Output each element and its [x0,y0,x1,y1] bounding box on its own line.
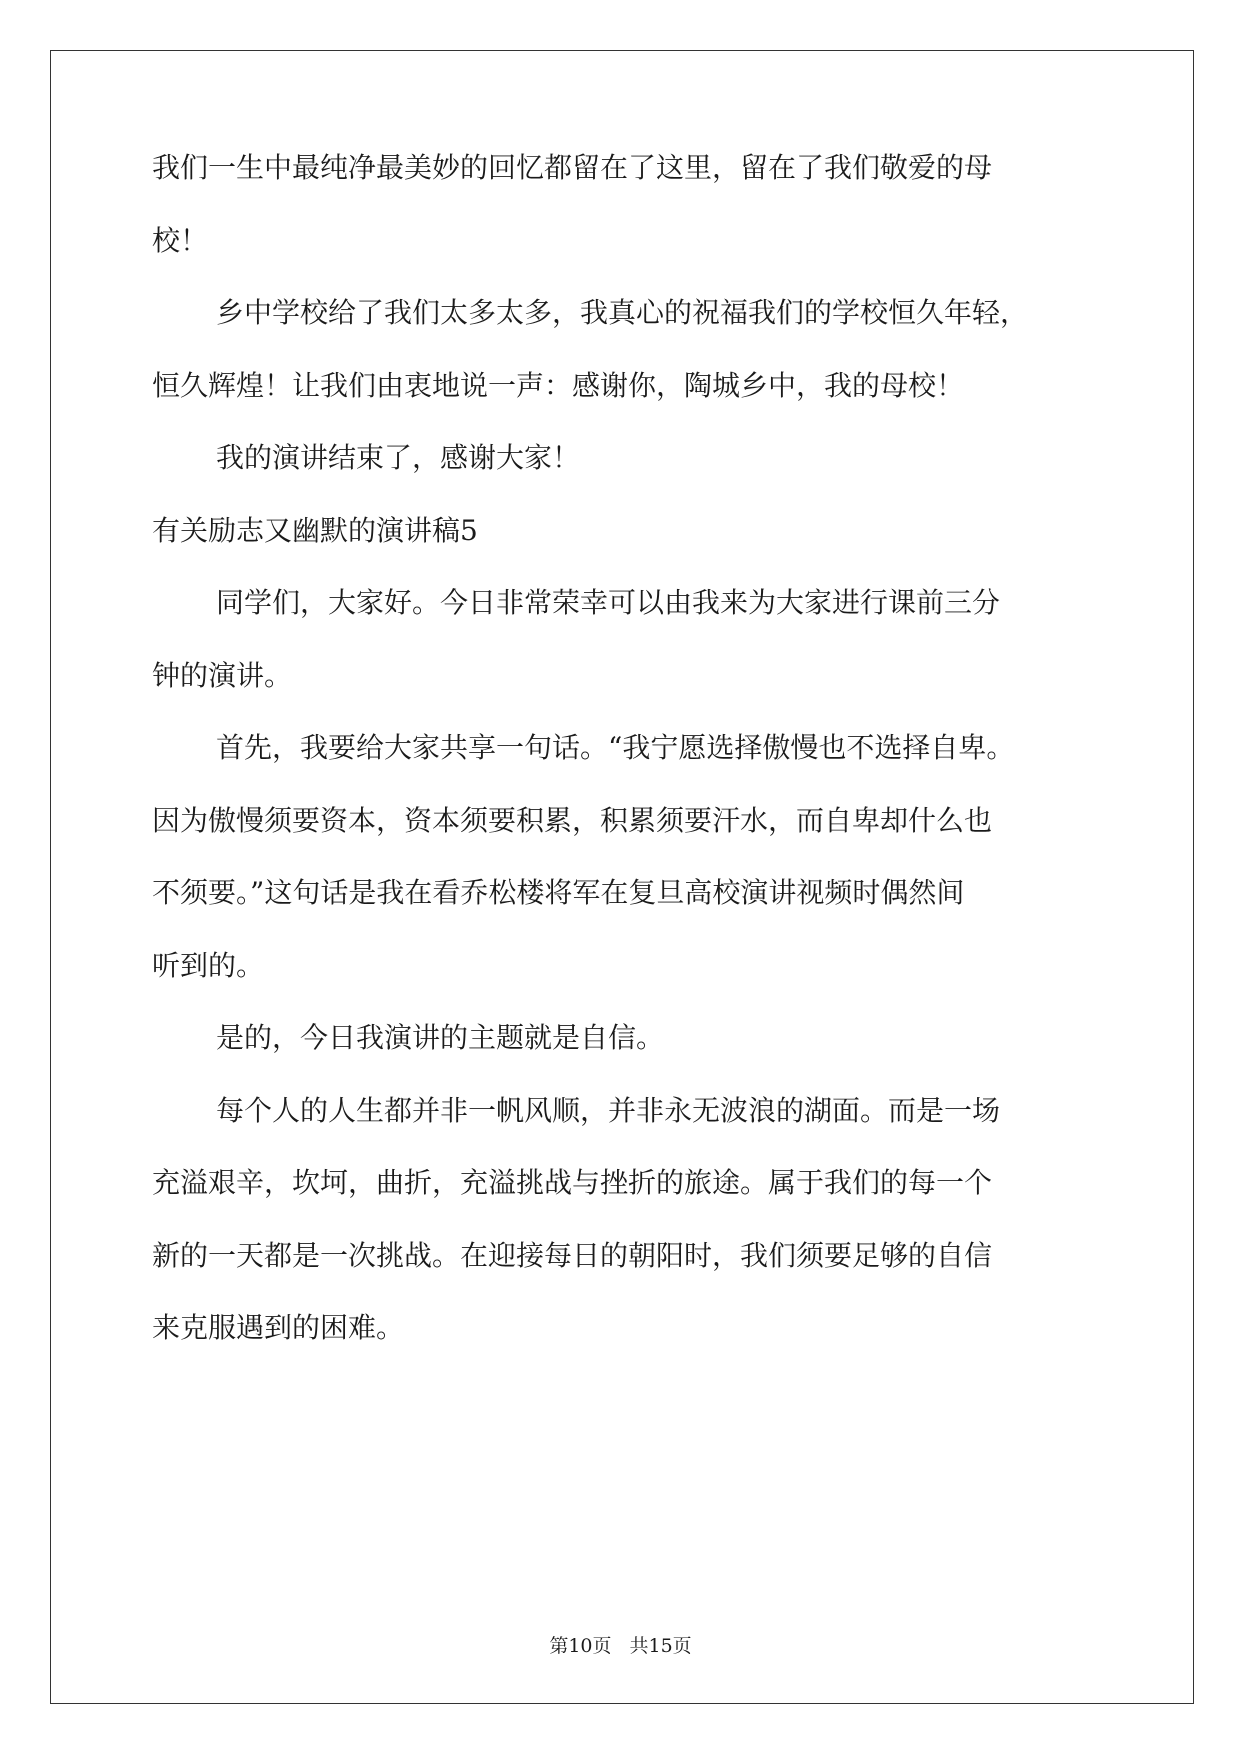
text-line: 我的演讲结束了，感谢大家！ [216,441,581,474]
text-line: 首先，我要给大家共享一句话。“我宁愿选择傲慢也不选择自卑。 [216,731,1015,764]
text-line: 钟的演讲。 [152,659,293,692]
current-page-label: 第10页 [549,1635,612,1657]
text-line: 校！ [152,224,209,257]
text-line: 我们一生中最纯净最美妙的回忆都留在了这里，留在了我们敬爱的母 [152,151,993,184]
text-line: 新的一天都是一次挑战。在迎接每日的朝阳时，我们须要足够的自信 [152,1239,993,1272]
text-line: 充溢艰辛，坎坷，曲折，充溢挑战与挫折的旅途。属于我们的每一个 [152,1166,993,1199]
text-line: 每个人的人生都并非一帆风顺，并非永无波浪的湖面。而是一场 [216,1094,1001,1127]
section-heading: 有关励志又幽默的演讲稿5 [152,514,478,547]
text-line: 乡中学校给了我们太多太多，我真心的祝福我们的学校恒久年轻， [216,296,1029,329]
page-footer [0,1633,1241,1659]
text-line: 恒久辉煌！让我们由衷地说一声：感谢你，陶城乡中，我的母校！ [152,369,965,402]
total-pages-label: 共15页 [629,1635,692,1657]
text-line: 不须要。”这句话是我在看乔松楼将军在复旦高校演讲视频时偶然间 [152,876,965,909]
text-line: 是的，今日我演讲的主题就是自信。 [216,1021,665,1054]
text-line: 来克服遇到的困难。 [152,1311,405,1344]
text-line: 因为傲慢须要资本，资本须要积累，积累须要汗水，而自卑却什么也 [152,804,993,837]
text-line: 听到的。 [152,949,265,982]
text-line: 同学们，大家好。今日非常荣幸可以由我来为大家进行课前三分 [216,586,1001,619]
